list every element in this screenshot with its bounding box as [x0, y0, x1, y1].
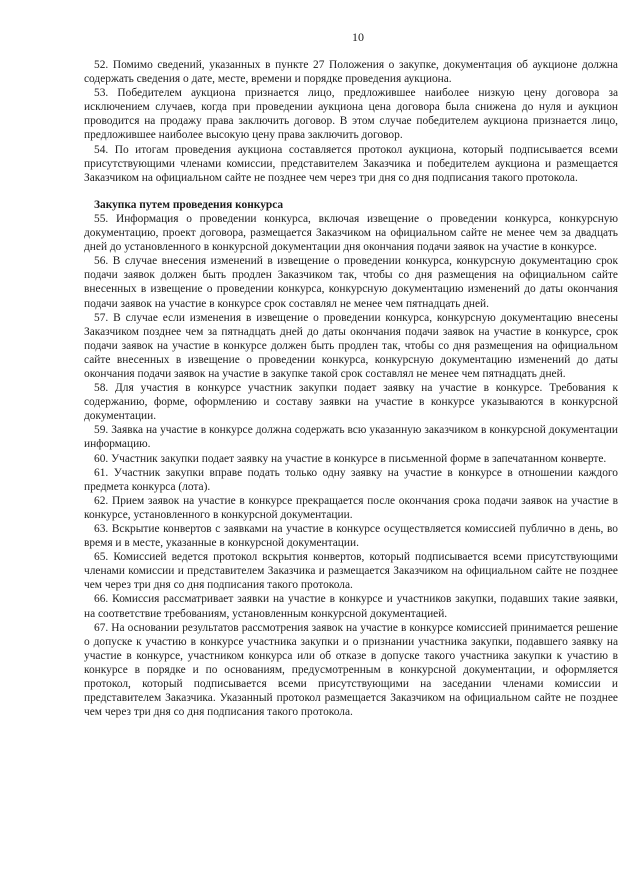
paragraph-56: 56. В случае внесения изменений в извещение о проведении конкурса, конкурсную документацию срок подачи заявок должен быть продлен Заказчиком так, чтобы со дня размещения на официальном сайте внесенных в извещение о проведении конкурса, конкурсную документацию изменений до даты окончания подачи заявок на участие в конкурсе срок составлял не менее чем пятнадцать дней. — [84, 255, 618, 310]
paragraph-61: 61. Участник закупки вправе подать только одну заявку на участие в конкурсе в отношении каждого предмета конкурса (лота). — [84, 466, 618, 493]
paragraph-59: 59. Заявка на участие в конкурсе должна содержать всю указанную заказчиком в конкурсной документации информацию. — [84, 424, 618, 451]
page-number: 10 — [352, 30, 364, 44]
paragraphs-before — [84, 58, 618, 185]
paragraph-55: 55. Информация о проведении конкурса, включая извещение о проведении конкурса, конкурсную документацию, проект договора, размещается Заказчиком на официальном сайте не менее чем за двадцать дней до установленного в конкурсной документации дня окончания подачи заявок на участие в конкурсе. — [84, 212, 618, 254]
paragraph-58: 58. Для участия в конкурсе участник закупки подает заявку на участие в конкурсе. Требования к содержанию, форме, оформлению и составу заявки на участие в конкурсе указываются в конкурсной документации. — [84, 382, 618, 423]
paragraph-62: 62. Прием заявок на участие в конкурсе прекращается после окончания срока подачи заявок на участие в конкурсе, установленного в конкурсной документации. — [84, 494, 618, 521]
paragraph-66: 66. Комиссия рассматривает заявки на участие в конкурсе и участников закупки, подавших такие заявки, на соответствие требованиям, установленным конкурсной документацией. — [84, 593, 618, 620]
paragraph-65: 65. Комиссией ведется протокол вскрытия конвертов, который подписывается всеми присутствующими членами комиссии и представителем Заказчика и размещается Заказчиком на официальном сайте не позднее чем через три дня со дня подписания такого протокола. — [84, 551, 618, 592]
paragraph-52: 52. Помимо сведений, указанных в пункте 27 Положения о закупке, документация об аукционе должна содержать сведения о дате, месте, времени и порядке проведения аукциона. — [84, 59, 618, 86]
section-heading: Закупка путем проведения конкурса — [94, 198, 284, 211]
paragraph-60: 60. Участник закупки подает заявку на участие в конкурсе в письменной форме в запечатанном конверте. — [94, 452, 607, 465]
paragraph-57: 57. В случае если изменения в извещение о проведении конкурса, конкурсную документацию внесены Заказчиком позднее чем за пятнадцать дней до даты окончания подачи заявок на участие в конкурсе, срок подачи заявок на участие в конкурсе должен быть продлен так, чтобы со дня размещения на официальном сайте внесенных в извещение о проведении конкурса, конкурсную документацию изменений до даты окончания подачи заявок на участие в закупке такой срок составлял не менее чем пятнадцать дней. — [84, 311, 618, 380]
paragraphs-after — [84, 212, 618, 719]
paragraph-54: 54. По итогам проведения аукциона составляется протокол аукциона, который подписывается всеми присутствующими членами комиссии, представителем Заказчика и победителем аукциона и размещается Заказчиком на официальном сайте не позднее чем через три дня со дня подписания такого протокола. — [84, 143, 618, 184]
paragraph-63: 63. Вскрытие конвертов с заявками на участие в конкурсе осуществляется комиссией публично в день, во время и в месте, указанные в конкурсной документации. — [84, 523, 618, 550]
paragraph-67: 67. На основании результатов рассмотрения заявок на участие в конкурсе комиссией принимается решение о допуске к участию в конкурсе участника закупки и о признании участника закупки, подавшего заявку на участие в конкурсе, участником конкурса или об отказе в допуске такого участника закупки к участию в конкурсе в порядке и по основаниям, предусмотренным в конкурсной документации, и оформляется протокол, который подписывается всеми присутствующими на заседании членами комиссии и представителем Заказчика. Указанный протокол размещается Заказчиком на официальном сайте не позднее чем через три дня со дня подписания такого протокола. — [84, 621, 618, 719]
paragraph-53: 53. Победителем аукциона признается лицо, предложившее наиболее низкую цену договора за исключением случаев, когда при проведении аукциона цена договора была снижена до нуля и аукцион проводится на продажу права заключить договор. В этом случае победителем аукциона признается лицо, предложившее наиболее высокую цену права заключить договор. — [84, 87, 618, 142]
